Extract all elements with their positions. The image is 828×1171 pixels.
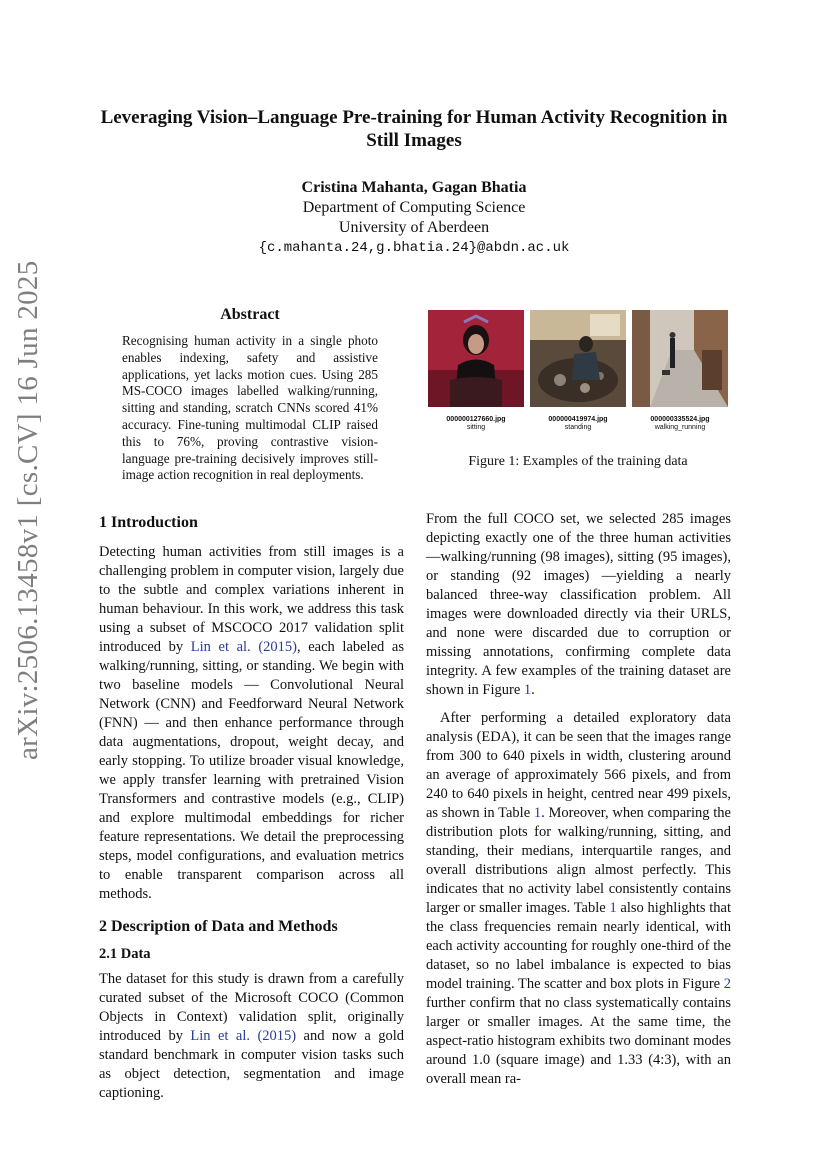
figure-1-ref[interactable]: 1 <box>523 682 532 698</box>
email[interactable]: {c.mahanta.24,g.bhatia.24}@abdn.ac.uk <box>258 240 570 256</box>
citation-year-link-2[interactable]: (2015) <box>257 1028 297 1044</box>
university: University of Aberdeen <box>338 219 490 236</box>
arxiv-stamp: arXiv:2506.13458v1 [cs.CV] 16 Jun 2025 <box>12 260 44 760</box>
table-1-ref[interactable]: 1 <box>533 805 542 821</box>
data-paragraph: The dataset for this study is drawn from a carefully curated subset of the Microsoft COCO (Common Objects in Context) validation split, originally introduced by Lin et al. (2015) and now a gold standard benchmark in computer vision tasks such as object detection, segmentation and image captioning. <box>99 971 405 1101</box>
department: Department of Computing Science <box>302 199 526 216</box>
fig-label-3: walking_running <box>654 424 706 431</box>
subsection-2-1-heading: 2.1 Data <box>99 946 151 962</box>
fig-filename-3: 000000335524.jpg <box>650 416 710 423</box>
paper-title: Leveraging Vision–Language Pre-training for Human Activity Recognition in Still Images <box>100 107 728 151</box>
eda-paragraph: After performing a detailed exploratory data analysis (EDA), it can be seen that the images range from 300 to 640 pixels in width, clustering around an average of approximately 566 pixels, and from 240 to 640 pixels in height, centred near 499 pixels, as shown in Table 1. Moreover, when comparing the distribution plots for walking/running, sitting, and standing, their medians, interquartile ranges, and overall distributions align almost perfectly. This indicates that no activity label consistently contains larger or smaller images. Table 1 also highlights that the class frequencies remain nearly identical, with each activity accounting for roughly one-third of the dataset, so no label imbalance is expected to bias model training. The scatter and box plots in Figure 2 further confirm that no class systematically contains larger or smaller images. At the same time, the aspect-ratio histogram exhibits two dominant modes around 1.0 (square image) and 1.33 (4:3), with an overall mean ra- <box>426 710 732 1087</box>
dataset-paragraph: From the full COCO set, we selected 285 images depicting exactly one of the three human activities—walking/running (98 images), sitting (95 images), or standing (92 images) —yielding a nearly balanced three-way classification problem. All images were downloaded directly via their URLS, and none were discarded due to corruption or missing annotations, confirming complete data integrity. A few examples of the training dataset are shown in Figure 1. <box>426 511 731 698</box>
figure-1 <box>428 310 728 431</box>
abstract-text: Recognising human activity in a single photo enables indexing, safety and assistive applications, yet lacks motion cues. Using 285 MS-COCO images labelled walking/running, sitting and standing, scratch CNNs scored 41% accuracy. Fine-tuning multimodal CLIP raised this to 76%, proving contrastive vision-language pre-training decisively improves still-image action recognition in real deployments. <box>122 333 378 483</box>
section-2-heading: 2 Description of Data and Methods <box>99 918 338 935</box>
left-column <box>99 513 404 1103</box>
fig-filename-2: 000000419974.jpg <box>548 416 608 423</box>
standing-photo <box>530 310 626 407</box>
intro-paragraph: Detecting human activities from still images is a challenging problem in computer vision, largely due to the subtle and complex variations inherent in human behaviour. In this work, we address this task using a subset of MSCOCO 2017 validation split introduced by Lin et al. (2015), each labeled as walking/running, sitting, or standing. We begin with two baseline models — Convolutional Neural Network (CNN) and Feedforward Neural Network (FNN) — and then enhance performance through data augmentations, dropout, weight decay, and early stopping. To utilize broader visual knowledge, we apply transfer learning with pretrained Vision Transformers and contrastive models (e.g., CLIP) and explore multimodal embeddings for richer feature representations. We detail the preprocessing steps, model configurations, and evaluation metrics to enable transparent comparison across all methods. <box>99 544 404 902</box>
figure-1-caption: Figure 1: Examples of the training data <box>468 454 688 469</box>
walking-photo <box>632 310 728 407</box>
right-column <box>426 510 731 1089</box>
citation-year-link[interactable]: (2015) <box>258 639 297 655</box>
author-names: Cristina Mahanta, Gagan Bhatia <box>301 179 527 196</box>
fig-label-1: sitting <box>466 424 486 431</box>
sitting-photo <box>428 310 524 407</box>
fig-filename-1: 000000127660.jpg <box>446 416 506 423</box>
author-block <box>150 178 678 258</box>
figure-2-ref[interactable]: 2 <box>723 976 731 992</box>
table-1-ref-2[interactable]: 1 <box>609 900 617 916</box>
citation-link-2[interactable]: Lin et al. <box>190 1028 250 1044</box>
fig-label-2: standing <box>564 424 592 431</box>
citation-link[interactable]: Lin et al. <box>190 639 251 655</box>
abstract-heading: Abstract <box>220 306 280 323</box>
section-1-heading: 1 Introduction <box>99 514 198 531</box>
